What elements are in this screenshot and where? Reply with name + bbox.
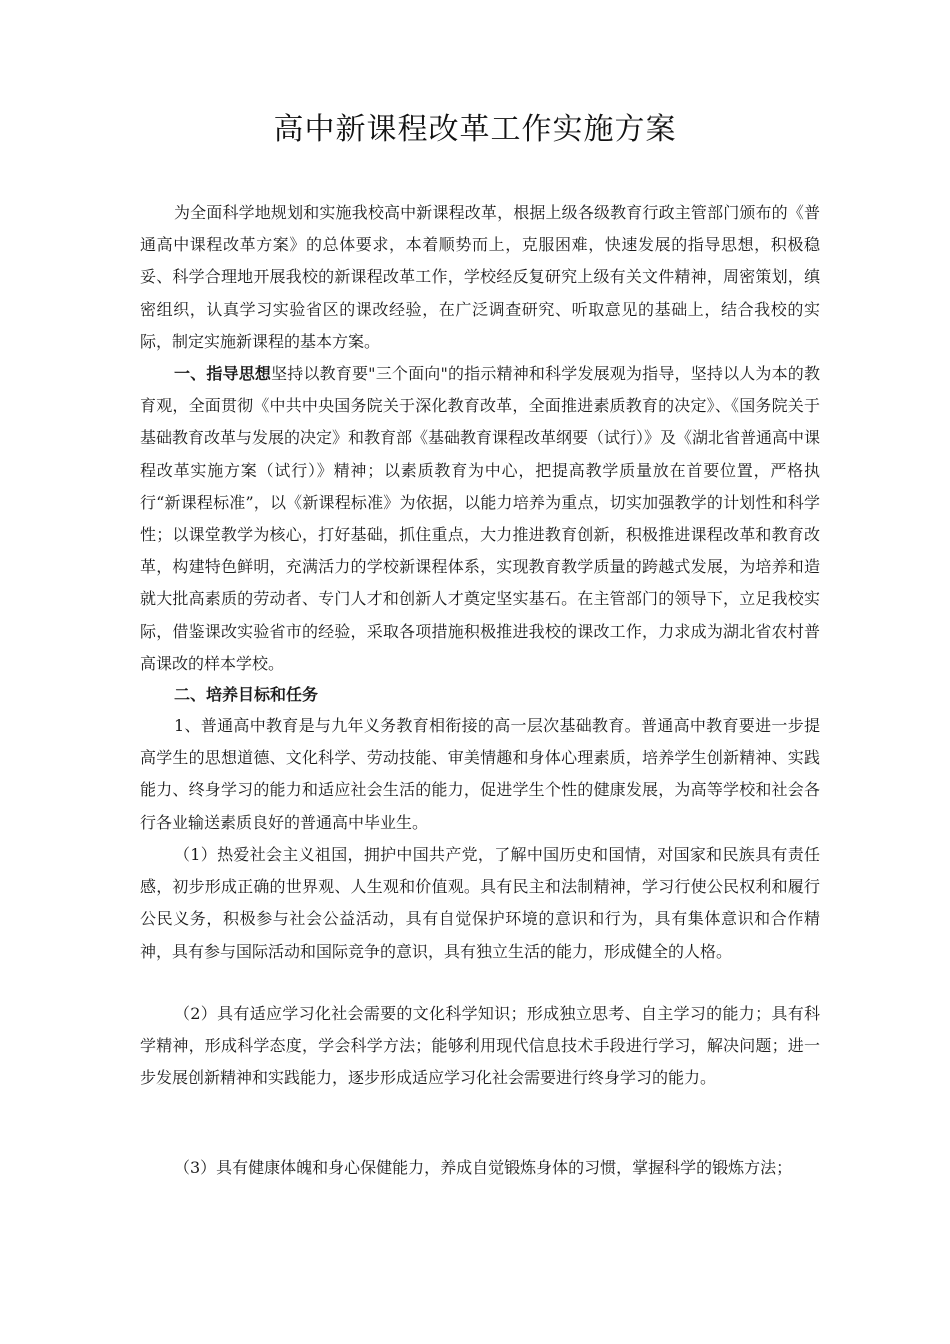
guiding-ideology-paragraph: [140, 358, 820, 680]
document-title: 高中新课程改革工作实施方案: [273, 112, 677, 147]
goal-sub-1-paragraph: （1）热爱社会主义祖国，拥护中国共产党，了解中国历史和国情，对国家和民族具有责任感，初步形成正确的世界观、人生观和价值观。具有民主和法制精神，学习行使公民权利和履行公民义务，积极参与社会公益活动，具有自觉保护环境的意识和行为，具有集体意识和合作精神，具有参与国际活动和国际竞争的意识，具有独立生活的能力，形成健全的人格。: [140, 845, 820, 961]
goal-item-1-paragraph: 1、普通高中教育是与九年义务教育相衔接的高一层次基础教育。普通高中教育要进一步提高学生的思想道德、文化科学、劳动技能、审美情趣和身体心理素质，培养学生创新精神、实践能力、终身学习的能力和适应社会生活的能力，促进学生个性的健康发展，为高等学校和社会各行各业输送素质良好的普通高中毕业生。: [140, 716, 820, 832]
guiding-ideology-body: 坚持以教育要"三个面向"的指示精神和科学发展观为指导，坚持以人为本的教育观，全面贯彻《中共中央国务院关于深化教育改革，全面推进素质教育的决定》、《国务院关于基础教育改革与发展的决定》和教育部《基础教育课程改革纲要（试行）》及《湖北省普通高中课程改革实施方案（试行）》精神；以素质教育为中心，把提高教学质量放在首要位置，严格执行“新课程标准”，以《新课程标准》为依据，以能力培养为重点，切实加强教学的计划性和科学性；以课堂教学为核心，打好基础，抓住重点，大力推进教育创新，积极推进课程改革和教育改革，构建特色鲜明，充满活力的学校新课程体系，实现教育教学质量的跨越式发展，为培养和造就大批高素质的劳动者、专门人才和创新人才奠定坚实基石。在主管部门的领导下，立足我校实际，借鉴课改实验省市的经验，采取各项措施积极推进我校的课改工作，力求成为湖北省农村普高课改的样本学校。: [140, 364, 821, 673]
guiding-ideology-heading: 一、指导思想: [174, 364, 272, 383]
intro-paragraph: 为全面科学地规划和实施我校高中新课程改革，根据上级各级教育行政主管部门颁布的《普通高中课程改革方案》的总体要求，本着顺势而上，克服困难，快速发展的指导思想，积极稳妥、科学合理地开展我校的新课程改革工作，学校经反复研究上级有关文件精神，周密策划，缜密组织，认真学习实验省区的课改经验，在广泛调查研究、听取意见的基础上，结合我校的实际，制定实施新课程的基本方案。: [140, 203, 820, 351]
goal-sub-3-paragraph: （3）具有健康体魄和身心保健能力，养成自觉锻炼身体的习惯，掌握科学的锻炼方法；: [174, 1158, 793, 1177]
goal-sub-2-paragraph: （2）具有适应学习化社会需要的文化科学知识；形成独立思考、自主学习的能力；具有科学精神，形成科学态度，学会科学方法；能够利用现代信息技术手段进行学习，解决问题；进一步发展创新精神和实践能力，逐步形成适应学习化社会需要进行终身学习的能力。: [140, 1004, 820, 1088]
training-goals-heading: 二、培养目标和任务: [174, 685, 319, 704]
